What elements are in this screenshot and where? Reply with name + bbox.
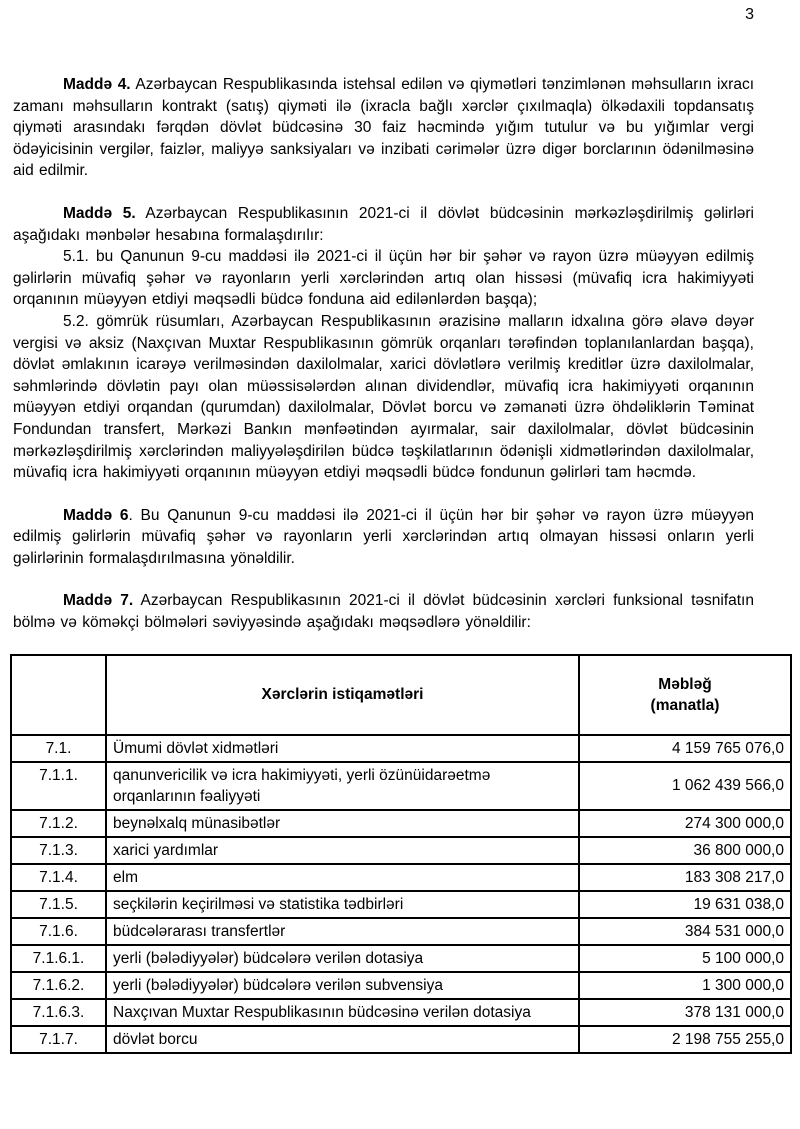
- cell-direction: xarici yardımlar: [106, 837, 579, 864]
- table-row: [11, 810, 791, 837]
- header-cell-direction: Xərclərin istiqamətləri: [106, 655, 579, 735]
- cell-number: 7.1.5.: [11, 891, 106, 918]
- table-row: [11, 864, 791, 891]
- madde-4-label: Maddə 4.: [63, 76, 131, 93]
- paragraph-madde-6: [13, 505, 754, 570]
- cell-number: 7.1.6.1.: [11, 945, 106, 972]
- cell-number: 7.1.: [11, 735, 106, 762]
- item-5-1-text: 5.1. bu Qanunun 9-cu maddəsi ilə 2021-ci il üçün hər bir şəhər və rayon üzrə müəyyən edilmiş gəlirlərin müvafiq şəhər və rayonların yerli xərclərindən artıq olan hissəsi (müvafiq icra hakimiyyəti orqanının müəyyən etdiyi məqsədli büdcə fonduna aid edilənlərdən başqa);: [13, 248, 754, 309]
- table-header-row: [11, 655, 791, 735]
- cell-amount: 384 531 000,0: [579, 918, 791, 945]
- header-amount-line2: (manatla): [650, 696, 720, 714]
- cell-number: 7.1.6.: [11, 918, 106, 945]
- cell-amount: 19 631 038,0: [579, 891, 791, 918]
- cell-amount: 5 100 000,0: [579, 945, 791, 972]
- table-row: [11, 1026, 791, 1053]
- paragraph-madde-4: [13, 74, 754, 182]
- item-5-2-text: 5.2. gömrük rüsumları, Azərbaycan Respublikasının ərazisinə malların idxalına görə əlavə dəyər vergisi və aksiz (Naxçıvan Muxtar Respublikasının gömrük orqanları tərəfindən toplanılanlardan başqa), dövlət əmlakının icarəyə verilməsindən daxilolmalar, xarici dövlətlərə verilmiş kreditlər üzrə daxilolmalar, səhmlərində dövlətin payı olan müəssisələrdən alınan dividendlər, müvafiq icra hakimiyyəti orqanının müəyyən etdiyi orqandan (qurumdan) daxilolmalar, Dövlət borcu və zəmanəti üzrə öhdəliklərin Təminat Fondundan transfert, Mərkəzi Bankın mənfəətindən ayırmalar, sair daxilolmalar, dövlət büdcəsinin mərkəzləşdirilmiş xərclərindən maliyyələşdirilən büdcə təşkilatlarının ödənişli xidmətlərindən daxilolmalar, müvafiq icra hakimiyyəti orqanının müəyyən etdiyi məqsədli büdcə fondunun gəlirləri tam həcmdə.: [13, 312, 754, 482]
- paragraph-madde-5: [13, 203, 754, 246]
- paragraph-madde-7: [13, 590, 754, 633]
- madde-5-text: Azərbaycan Respublikasının 2021-ci il dövlət büdcəsinin mərkəzləşdirilmiş gəlirləri aşağıdakı mənbələr hesabına formalaşdırılır:: [13, 204, 755, 244]
- madde-7-text: Azərbaycan Respublikasının 2021-ci il dövlət büdcəsinin xərcləri funksional təsnifatın bölmə və köməkçi bölmələri səviyyəsində aşağıdakı məqsədlərə yönəldilir:: [13, 592, 754, 632]
- cell-direction: elm: [106, 864, 579, 891]
- cell-number: 7.1.7.: [11, 1026, 106, 1053]
- cell-direction: qanunvericilik və icra hakimiyyəti, yerli özünüidarəetmə orqanlarının fəaliyyəti: [106, 762, 579, 810]
- madde-4-text: Azərbaycan Respublikasında istehsal edilən və qiymətləri tənzimlənən məhsulların ixracı zamanı məhsulların kontrakt (satış) qiyməti ilə (ixracla bağlı xərclər çıxılmaqla) ölkədaxili topdansatış qiyməti arasındakı fərqdən dövlət büdcəsinə 30 faiz həcmində yığım tutulur və bu yığımlar vergi ödəyicisinin vergilər, faizlər, maliyyə sanksiyaları və inzibati cərimələr üzrə digər borclarının ödənilməsinə aid edilmir.: [13, 76, 754, 180]
- cell-direction: dövlət borcu: [106, 1026, 579, 1053]
- madde-7-label: Maddə 7.: [63, 592, 134, 610]
- table-row: [11, 918, 791, 945]
- budget-table: [10, 654, 792, 1054]
- cell-amount: 4 159 765 076,0: [579, 735, 791, 762]
- cell-amount: 378 131 000,0: [579, 999, 791, 1026]
- table-row: [11, 999, 791, 1026]
- cell-amount: 36 800 000,0: [579, 837, 791, 864]
- cell-direction: büdcələrarası transfertlər: [106, 918, 579, 945]
- madde-6-text: . Bu Qanunun 9-cu maddəsi ilə 2021-ci il üçün hər bir şəhər və rayon üzrə müəyyən edilmiş gəlirlərin müvafiq şəhər və rayonların yerli xərclərindən artıq olmayan hissəsi onların yerli gəlirlərinin formalaşdırılmasına yönəldilir.: [13, 506, 755, 567]
- table-row: [11, 837, 791, 864]
- cell-number: 7.1.4.: [11, 864, 106, 891]
- cell-number: 7.1.3.: [11, 837, 106, 864]
- cell-direction: yerli (bələdiyyələr) büdcələrə verilən subvensiya: [106, 972, 579, 999]
- cell-direction: yerli (bələdiyyələr) büdcələrə verilən dotasiya: [106, 945, 579, 972]
- madde-5-label: Maddə 5.: [63, 204, 136, 222]
- cell-amount: 183 308 217,0: [579, 864, 791, 891]
- paragraph-item-5-1: [13, 246, 754, 311]
- table-row: [11, 735, 791, 762]
- cell-direction: beynəlxalq münasibətlər: [106, 810, 579, 837]
- table-row: [11, 891, 791, 918]
- cell-direction: Naxçıvan Muxtar Respublikasının büdcəsinə verilən dotasiya: [106, 999, 579, 1026]
- cell-amount: 2 198 755 255,0: [579, 1026, 791, 1053]
- page-number: 3: [745, 6, 754, 23]
- cell-amount: 1 062 439 566,0: [579, 762, 791, 810]
- cell-number: 7.1.6.3.: [11, 999, 106, 1026]
- table-row: [11, 945, 791, 972]
- header-cell-number: [11, 655, 106, 735]
- header-cell-amount: [579, 655, 791, 735]
- cell-number: 7.1.6.2.: [11, 972, 106, 999]
- cell-number: 7.1.2.: [11, 810, 106, 837]
- cell-number: 7.1.1.: [11, 762, 106, 810]
- cell-amount: 1 300 000,0: [579, 972, 791, 999]
- header-amount-line1: Məbləğ: [658, 675, 712, 693]
- table-row: [11, 762, 791, 810]
- cell-direction: Ümumi dövlət xidmətləri: [106, 735, 579, 762]
- table-row: [11, 972, 791, 999]
- cell-direction: seçkilərin keçirilməsi və statistika tədbirləri: [106, 891, 579, 918]
- madde-6-label: Maddə 6: [63, 506, 129, 524]
- cell-amount: 274 300 000,0: [579, 810, 791, 837]
- paragraph-item-5-2: [13, 311, 754, 484]
